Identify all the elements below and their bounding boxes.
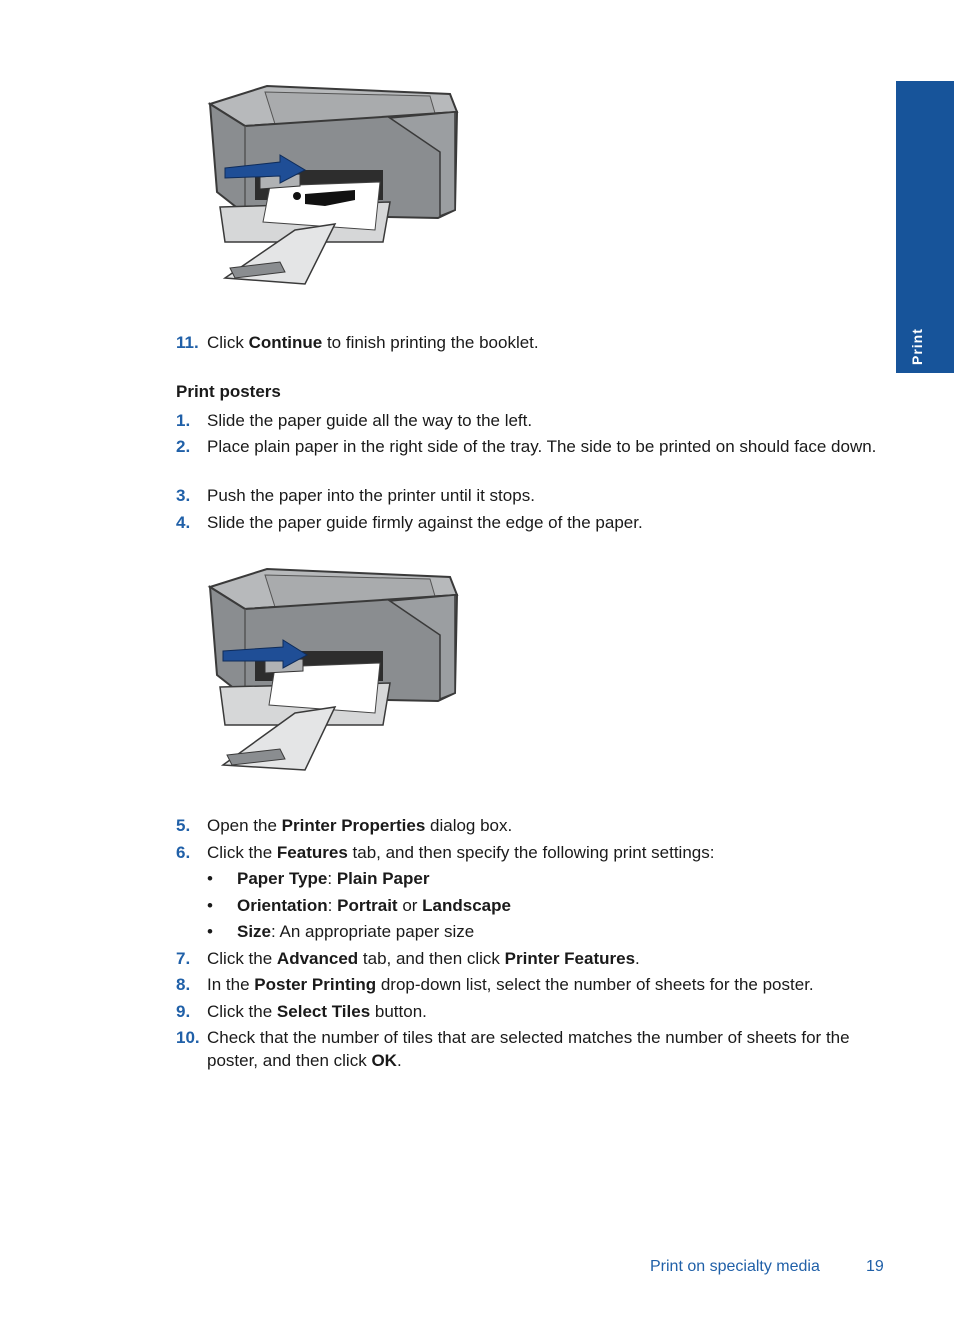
bullet-dot: • [207, 869, 213, 888]
step-text: Click the Advanced tab, and then click Printer Features. [207, 949, 640, 968]
step-text: Open the Printer Properties dialog box. [207, 816, 513, 835]
printer-illustration-1 [205, 82, 461, 294]
side-tab-label: Print [909, 328, 925, 365]
bullet-dot: • [207, 896, 213, 915]
step-number: 8. [176, 975, 191, 994]
side-tab [896, 81, 954, 373]
printer-illustration-2 [205, 565, 461, 777]
step-text: Slide the paper guide all the way to the left. [207, 411, 533, 430]
step-number: 6. [176, 843, 191, 862]
step-text: Click Continue to finish printing the booklet. [207, 333, 539, 352]
section-heading: Print posters [176, 382, 281, 401]
step-number: 7. [176, 949, 191, 968]
footer-title: Print on specialty media [650, 1258, 820, 1275]
step-number: 11. [176, 333, 199, 352]
bullet-text: Paper Type: Plain Paper [237, 869, 430, 888]
step-number: 9. [176, 1002, 191, 1021]
step-text: Push the paper into the printer until it stops. [207, 486, 535, 505]
step-number: 2. [176, 437, 191, 456]
bullet-text: Orientation: Portrait or Landscape [237, 896, 511, 915]
step-number: 4. [176, 513, 191, 532]
step-text: Slide the paper guide firmly against the edge of the paper. [207, 513, 643, 532]
page-number: 19 [866, 1258, 884, 1275]
step-number: 1. [176, 411, 191, 430]
step-text: Click the Select Tiles button. [207, 1002, 427, 1021]
bullet-dot: • [207, 922, 213, 941]
step-text: Check that the number of tiles that are selected matches the number of sheets for the poster, and then click OK. [207, 1028, 850, 1070]
bullet-text: Size: An appropriate paper size [237, 922, 475, 941]
step-text: Place plain paper in the right side of the tray. The side to be printed on should face down. [207, 437, 877, 456]
step-text: Click the Features tab, and then specify the following print settings: [207, 843, 715, 862]
step-text: In the Poster Printing drop-down list, select the number of sheets for the poster. [207, 975, 814, 994]
step-number: 5. [176, 816, 191, 835]
step-number: 10. [176, 1028, 200, 1047]
step-number: 3. [176, 486, 191, 505]
